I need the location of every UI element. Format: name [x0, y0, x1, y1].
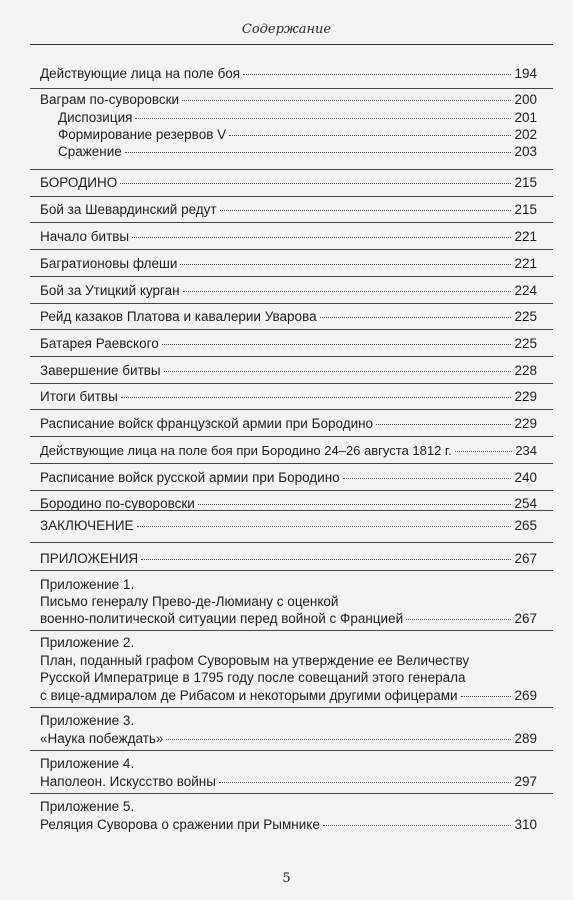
page-number: 5 [282, 871, 291, 886]
section-divider [30, 463, 553, 464]
section-divider [30, 88, 553, 89]
toc-entry-page: 224 [514, 283, 537, 298]
appendix-label: Приложение 1. [40, 577, 135, 592]
toc-entry-title: ПРИЛОЖЕНИЯ [40, 551, 139, 566]
toc-entry-title: Действующие лица на поле боя при Бородино 24–26 августа 1812 г. [40, 443, 452, 458]
toc-leader [376, 424, 511, 425]
toc-entry-title: «Наука побеждать» [40, 731, 164, 746]
section-divider [30, 196, 553, 197]
toc-leader [406, 619, 511, 620]
toc-entry-title: Бой за Шевардинский редут [40, 202, 217, 217]
appendix-label: Приложение 4. [40, 756, 135, 771]
toc-entry-title: военно-политической ситуации перед войной с Францией [40, 611, 404, 626]
toc-entry-title: Расписание войск французской армии при Бородино [40, 416, 374, 431]
toc-subentry[interactable] [58, 144, 537, 159]
toc-entry[interactable] [40, 202, 537, 217]
toc-entry-title: Рейд казаков Платова и кавалерии Уварова [40, 309, 317, 324]
toc-appendix[interactable] [40, 774, 537, 789]
section-divider [30, 570, 553, 571]
toc-entry-title: БОРОДИНО [40, 175, 118, 190]
toc-leader [121, 397, 512, 398]
toc-leader [243, 74, 511, 75]
appendix-label: Приложение 5. [40, 799, 135, 814]
toc-leader [183, 291, 512, 292]
section-divider [30, 383, 553, 384]
toc-leader [141, 559, 511, 560]
toc-leader [323, 825, 512, 826]
section-divider [30, 249, 553, 250]
toc-entry-title: Начало битвы [40, 229, 130, 244]
toc-subentry[interactable] [58, 110, 537, 125]
toc-chapter[interactable] [40, 175, 537, 190]
toc-entry-page: 267 [514, 551, 537, 566]
toc-entry-title: Действующие лица на поле боя [40, 66, 241, 81]
toc-entry-title: Багратионовы флеши [40, 256, 178, 271]
section-divider [30, 356, 553, 357]
toc-entry-title: ЗАКЛЮЧЕНИЕ [40, 518, 134, 533]
toc-entry[interactable] [40, 66, 537, 81]
toc-appendix[interactable] [40, 817, 537, 832]
toc-entry-page: 240 [514, 470, 537, 485]
toc-entry-title: с вице-адмиралом де Рибасом и некоторыми другими офицерами [40, 688, 458, 703]
toc-subentry[interactable] [58, 127, 537, 142]
toc-entry-page: 202 [514, 127, 537, 142]
toc-leader [125, 152, 512, 153]
toc-entry[interactable] [40, 470, 537, 485]
section-divider [30, 793, 553, 794]
toc-entry-page: 310 [514, 817, 537, 832]
toc-entry-title: Бой за Утицкий курган [40, 283, 180, 298]
toc-leader [343, 478, 512, 479]
toc-leader [461, 696, 512, 697]
toc-leader [198, 504, 512, 505]
section-divider [30, 630, 553, 631]
toc-entry-title: Реляция Суворова о сражении при Рымнике [40, 817, 320, 832]
toc-entry-page: 221 [514, 229, 537, 244]
toc-entry[interactable] [40, 283, 537, 298]
toc-chapter[interactable] [40, 518, 537, 533]
section-divider [30, 222, 553, 223]
toc-entry-page: 203 [514, 144, 537, 159]
toc-leader [162, 344, 512, 345]
section-divider [30, 169, 553, 170]
toc-entry-page: 254 [514, 496, 537, 511]
toc-appendix[interactable] [40, 731, 537, 746]
toc-entry[interactable] [40, 389, 537, 404]
toc-leader [219, 782, 512, 783]
toc-entry-title: Итоги битвы [40, 389, 118, 404]
toc-appendix[interactable] [40, 611, 537, 626]
toc-appendix[interactable] [40, 688, 537, 703]
toc-leader [180, 264, 511, 265]
toc-leader [135, 118, 511, 119]
toc-entry-title: Завершение битвы [40, 363, 161, 378]
toc-entry[interactable] [40, 416, 537, 431]
toc-leader [164, 371, 512, 372]
toc-entry-title: Расписание войск русской армии при Бородино [40, 470, 340, 485]
toc-entry-page: 201 [514, 110, 537, 125]
toc-entry-page: 215 [514, 175, 537, 190]
toc-entry-page: 289 [514, 731, 537, 746]
toc-entry-page: 194 [514, 66, 537, 81]
toc-entry-page: 215 [514, 202, 537, 217]
toc-leader [132, 237, 511, 238]
toc-leader [320, 317, 512, 318]
toc-entry-page: 234 [515, 443, 537, 458]
section-divider [30, 436, 553, 437]
toc-chapter[interactable] [40, 551, 537, 566]
appendix-title-line: Письмо генералу Прево-де-Люмиану с оценкой [40, 594, 339, 609]
toc-leader [229, 135, 511, 136]
toc-leader [182, 100, 511, 101]
toc-entry-page: 265 [514, 518, 537, 533]
section-divider [30, 303, 553, 304]
section-divider [30, 409, 553, 410]
toc-entry-page: 200 [514, 92, 537, 107]
toc-entry[interactable] [40, 229, 537, 244]
toc-entry-title: Батарея Раевского [40, 336, 159, 351]
section-divider [30, 542, 553, 543]
toc-entry-page: 269 [514, 688, 537, 703]
header-rule [30, 44, 553, 45]
toc-entry[interactable] [40, 256, 537, 271]
appendix-title-line: План, поданный графом Суворовым на утверждение ее Величеству [40, 653, 470, 668]
section-divider [30, 276, 553, 277]
toc-leader [137, 526, 512, 527]
toc-entry-page: 267 [514, 611, 537, 626]
toc-entry[interactable] [40, 443, 537, 458]
section-divider [30, 329, 553, 330]
toc-leader [120, 183, 511, 184]
toc-entry-title: Формирование резервов V [58, 127, 227, 142]
toc-entry-page: 229 [514, 416, 537, 431]
toc-entry[interactable] [40, 92, 537, 107]
appendix-title-line: Русской Императрице в 1795 году после совещаний этого генерала [40, 670, 466, 685]
toc-entry-title: Сражение [58, 144, 122, 159]
toc-entry-page: 228 [514, 363, 537, 378]
toc-entry[interactable] [40, 336, 537, 351]
toc-entry-page: 297 [514, 774, 537, 789]
toc-entry-page: 225 [514, 309, 537, 324]
toc-entry-title: Диспозиция [58, 110, 133, 125]
toc-entry-page: 229 [514, 389, 537, 404]
toc-leader [220, 210, 512, 211]
toc-entry[interactable] [40, 496, 537, 511]
toc-entry-title: Наполеон. Искусство войны [40, 774, 216, 789]
toc-entry-title: Ваграм по-суворовски [40, 92, 180, 107]
toc-entry[interactable] [40, 309, 537, 324]
section-divider [30, 510, 553, 511]
running-header: Содержание [241, 22, 332, 37]
toc-leader [455, 451, 513, 452]
appendix-label: Приложение 3. [40, 713, 135, 728]
toc-entry-page: 225 [514, 336, 537, 351]
toc-entry[interactable] [40, 363, 537, 378]
toc-leader [166, 739, 511, 740]
section-divider [30, 750, 553, 751]
section-divider [30, 707, 553, 708]
toc-entry-title: Бородино по-суворовски [40, 496, 195, 511]
toc-entry-page: 221 [514, 256, 537, 271]
section-divider [30, 490, 553, 491]
appendix-label: Приложение 2. [40, 635, 135, 650]
